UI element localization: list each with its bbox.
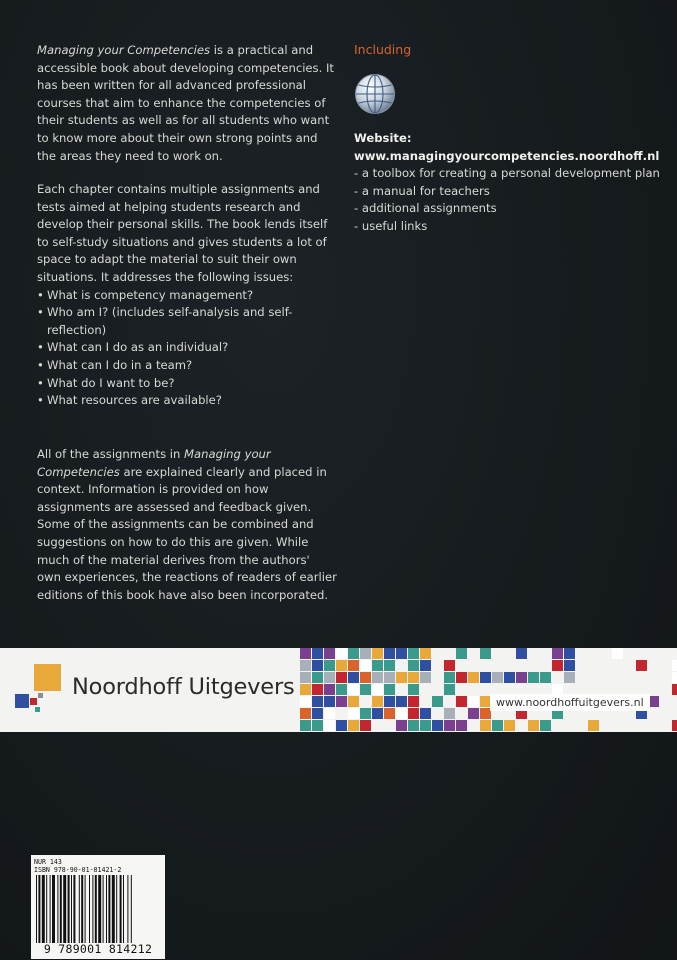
- mosaic-tile: [384, 660, 395, 671]
- mosaic-tile: [372, 660, 383, 671]
- mosaic-pattern: [300, 648, 677, 732]
- mosaic-tile: [456, 720, 467, 731]
- barcode-bar: [127, 875, 128, 943]
- mosaic-tile: [408, 660, 419, 671]
- website-url[interactable]: www.managingyourcompetencies.noordhoff.nl: [354, 148, 660, 163]
- barcode-bar: [120, 875, 122, 943]
- mosaic-tile: [672, 672, 677, 683]
- mosaic-tile: [480, 648, 491, 659]
- mosaic-tile: [360, 684, 371, 695]
- mosaic-tile: [312, 660, 323, 671]
- mosaic-tile: [612, 648, 623, 659]
- mosaic-tile: [528, 720, 539, 731]
- mosaic-tile: [504, 672, 515, 683]
- barcode-bar: [112, 875, 115, 943]
- barcode-bar: [68, 875, 70, 943]
- noordhoff-logo-icon: [14, 660, 68, 716]
- mosaic-tile: [672, 660, 677, 671]
- mosaic-tile: [396, 708, 407, 719]
- mosaic-tile: [540, 720, 551, 731]
- globe-icon: [354, 73, 396, 115]
- mosaic-tile: [564, 672, 575, 683]
- barcode-bar: [63, 875, 66, 943]
- mosaic-tile: [312, 708, 323, 719]
- mosaic-tile: [300, 720, 311, 731]
- barcode-bar: [46, 875, 47, 943]
- mosaic-tile: [312, 684, 323, 695]
- nur-isbn: [34, 858, 121, 874]
- mosaic-tile: [396, 696, 407, 707]
- mosaic-tile: [360, 660, 371, 671]
- mosaic-tile: [396, 648, 407, 659]
- mosaic-tile: [444, 684, 455, 695]
- issues-list: [37, 287, 337, 410]
- mosaic-tile: [384, 696, 395, 707]
- mosaic-tile: [372, 648, 383, 659]
- mosaic-tile: [336, 696, 347, 707]
- barcode-bar: [123, 875, 124, 943]
- barcode-bar: [57, 875, 58, 943]
- barcode-icon: [34, 875, 162, 943]
- mosaic-tile: [564, 648, 575, 659]
- mosaic-tile: [348, 660, 359, 671]
- mosaic-tile: [636, 660, 647, 671]
- mosaic-tile: [300, 672, 311, 683]
- mosaic-tile: [456, 696, 467, 707]
- barcode-bar: [95, 875, 97, 943]
- barcode-bar: [106, 875, 107, 943]
- mosaic-tile: [348, 648, 359, 659]
- barcode-bar: [98, 875, 101, 943]
- mosaic-tile: [336, 684, 347, 695]
- mosaic-tile: [504, 720, 515, 731]
- mosaic-tile: [588, 720, 599, 731]
- mosaic-tile: [336, 720, 347, 731]
- mosaic-tile: [336, 672, 347, 683]
- barcode-bar: [103, 875, 104, 943]
- mosaic-tile: [672, 684, 677, 695]
- mosaic-tile: [324, 660, 335, 671]
- mosaic-tile: [480, 720, 491, 731]
- barcode-bar: [89, 875, 90, 943]
- mosaic-tile: [444, 708, 455, 719]
- mosaic-tile: [468, 708, 479, 719]
- mosaic-tile: [372, 684, 383, 695]
- mosaic-tile: [312, 720, 323, 731]
- barcode-bar: [81, 875, 83, 943]
- mosaic-tile: [408, 708, 419, 719]
- mosaic-tile: [456, 672, 467, 683]
- barcode-bar: [131, 875, 132, 943]
- mosaic-tile: [384, 672, 395, 683]
- mosaic-tile: [360, 720, 371, 731]
- mosaic-tile: [468, 696, 479, 707]
- mosaic-tile: [516, 672, 527, 683]
- mosaic-tile: [396, 720, 407, 731]
- mosaic-tile: [324, 696, 335, 707]
- mosaic-tile: [444, 720, 455, 731]
- list-item: • What is competency management?: [37, 287, 337, 305]
- website-features: [354, 165, 664, 235]
- mosaic-tile: [456, 648, 467, 659]
- website-label: Website:: [354, 131, 412, 145]
- mosaic-tile: [420, 672, 431, 683]
- mosaic-tile: [408, 720, 419, 731]
- publisher-url[interactable]: www.noordhoffuitgevers.nl: [490, 694, 650, 711]
- mosaic-tile: [552, 660, 563, 671]
- mosaic-tile: [336, 648, 347, 659]
- mosaic-tile: [492, 672, 503, 683]
- barcode-bar: [71, 875, 72, 943]
- mosaic-tile: [300, 648, 311, 659]
- list-item: • What can I do in a team?: [37, 357, 337, 375]
- mosaic-tile: [420, 648, 431, 659]
- mosaic-tile: [324, 708, 335, 719]
- mosaic-tile: [540, 672, 551, 683]
- mosaic-tile: [408, 684, 419, 695]
- blurb-paragraph-2: Each chapter contains multiple assignments and tests aimed at helping students research and develop their personal skills. The book lends itself to self-study situations and gives students a lot of space to adapt the material to suit their own situations. It addresses the following issues: • What is competency management? • Who am I? (includes self-analysis and self-reflection) • What can I do as an individual? • What can I do in a team? • What do I want to be? • What resources are available?: [37, 181, 337, 410]
- publisher-name: Noordhoff Uitgevers: [72, 674, 295, 700]
- list-item: - a toolbox for creating a personal development plan: [354, 165, 664, 183]
- mosaic-tile: [468, 672, 479, 683]
- mosaic-tile: [312, 672, 323, 683]
- barcode-bar: [60, 875, 62, 943]
- mosaic-tile: [528, 672, 539, 683]
- barcode-bar: [42, 875, 45, 943]
- mosaic-tile: [384, 708, 395, 719]
- list-item: - additional assignments: [354, 200, 664, 218]
- mosaic-tile: [408, 672, 419, 683]
- mosaic-tile: [300, 684, 311, 695]
- isbn-number: ISBN 978-90-01-81421-2: [34, 866, 122, 874]
- mosaic-tile: [420, 660, 431, 671]
- mosaic-tile: [432, 720, 443, 731]
- mosaic-tile: [372, 696, 383, 707]
- mosaic-tile: [672, 720, 677, 731]
- mosaic-tile: [408, 648, 419, 659]
- barcode-bar: [73, 875, 75, 943]
- mosaic-tile: [300, 708, 311, 719]
- mosaic-tile: [348, 684, 359, 695]
- mosaic-tile: [336, 660, 347, 671]
- book-title-italic: Managing your Competencies: [37, 447, 271, 479]
- including-label: Including: [354, 42, 412, 57]
- list-item: • What can I do as an individual?: [37, 339, 337, 357]
- barcode-bar: [36, 875, 37, 943]
- barcode-bar: [50, 875, 51, 943]
- mosaic-tile: [432, 696, 443, 707]
- barcode-bar: [38, 875, 40, 943]
- publisher-band: [0, 648, 677, 732]
- mosaic-tile: [492, 720, 503, 731]
- mosaic-tile: [300, 696, 311, 707]
- mosaic-tile: [324, 684, 335, 695]
- book-title-italic: Managing your Competencies: [37, 43, 211, 57]
- mosaic-tile: [324, 672, 335, 683]
- mosaic-tile: [372, 672, 383, 683]
- barcode-bar: [85, 875, 86, 943]
- mosaic-tile: [348, 708, 359, 719]
- mosaic-tile: [360, 672, 371, 683]
- mosaic-tile: [444, 672, 455, 683]
- mosaic-tile: [552, 648, 563, 659]
- barcode-bar: [52, 875, 55, 943]
- list-item: • Who am I? (includes self-analysis and self-reflection): [37, 304, 337, 339]
- barcode-bar: [79, 875, 80, 943]
- list-item: - useful links: [354, 218, 664, 236]
- mosaic-tile: [348, 672, 359, 683]
- mosaic-tile: [324, 648, 335, 659]
- mosaic-tile: [396, 672, 407, 683]
- list-item: - a manual for teachers: [354, 183, 664, 201]
- barcode-bar: [116, 875, 117, 943]
- mosaic-tile: [372, 708, 383, 719]
- ean-number: 9 789001 814212: [43, 942, 153, 956]
- mosaic-tile: [480, 672, 491, 683]
- nur-code: NUR 143: [34, 858, 62, 866]
- barcode-bar: [92, 875, 93, 943]
- mosaic-tile: [384, 684, 395, 695]
- mosaic-tile: [444, 660, 455, 671]
- mosaic-tile: [348, 696, 359, 707]
- mosaic-tile: [348, 720, 359, 731]
- mosaic-tile: [360, 648, 371, 659]
- website-block: [354, 130, 664, 236]
- mosaic-tile: [300, 660, 311, 671]
- mosaic-tile: [516, 648, 527, 659]
- mosaic-tile: [420, 720, 431, 731]
- mosaic-tile: [324, 720, 335, 731]
- barcode-bar: [108, 875, 110, 943]
- mosaic-tile: [312, 696, 323, 707]
- barcode-label: [31, 855, 165, 959]
- list-item: • What do I want to be?: [37, 375, 337, 393]
- mosaic-tile: [360, 708, 371, 719]
- mosaic-tile: [420, 708, 431, 719]
- blurb-paragraph-3: All of the assignments in Managing your Competencies are explained clearly and placed in context. Information is provided on how assignments are assessed and feedback given. Some of the assignments can be combined and suggestions on how to do this are given. While much of the material derives from the authors' own experiences, the reactions of readers of earlier editions of this book have also been incorporated.: [37, 447, 337, 602]
- mosaic-tile: [312, 648, 323, 659]
- list-item: • What resources are available?: [37, 392, 337, 410]
- mosaic-tile: [384, 648, 395, 659]
- blurb-paragraph-1: Managing your Competencies is a practical and accessible book about developing competencies. It has been written for all advanced professional courses that aim to enhance the competencies of their students as well as for all students who want to know more about their own strong points and the areas they need to work on.: [37, 43, 334, 163]
- mosaic-tile: [564, 660, 575, 671]
- mosaic-tile: [408, 696, 419, 707]
